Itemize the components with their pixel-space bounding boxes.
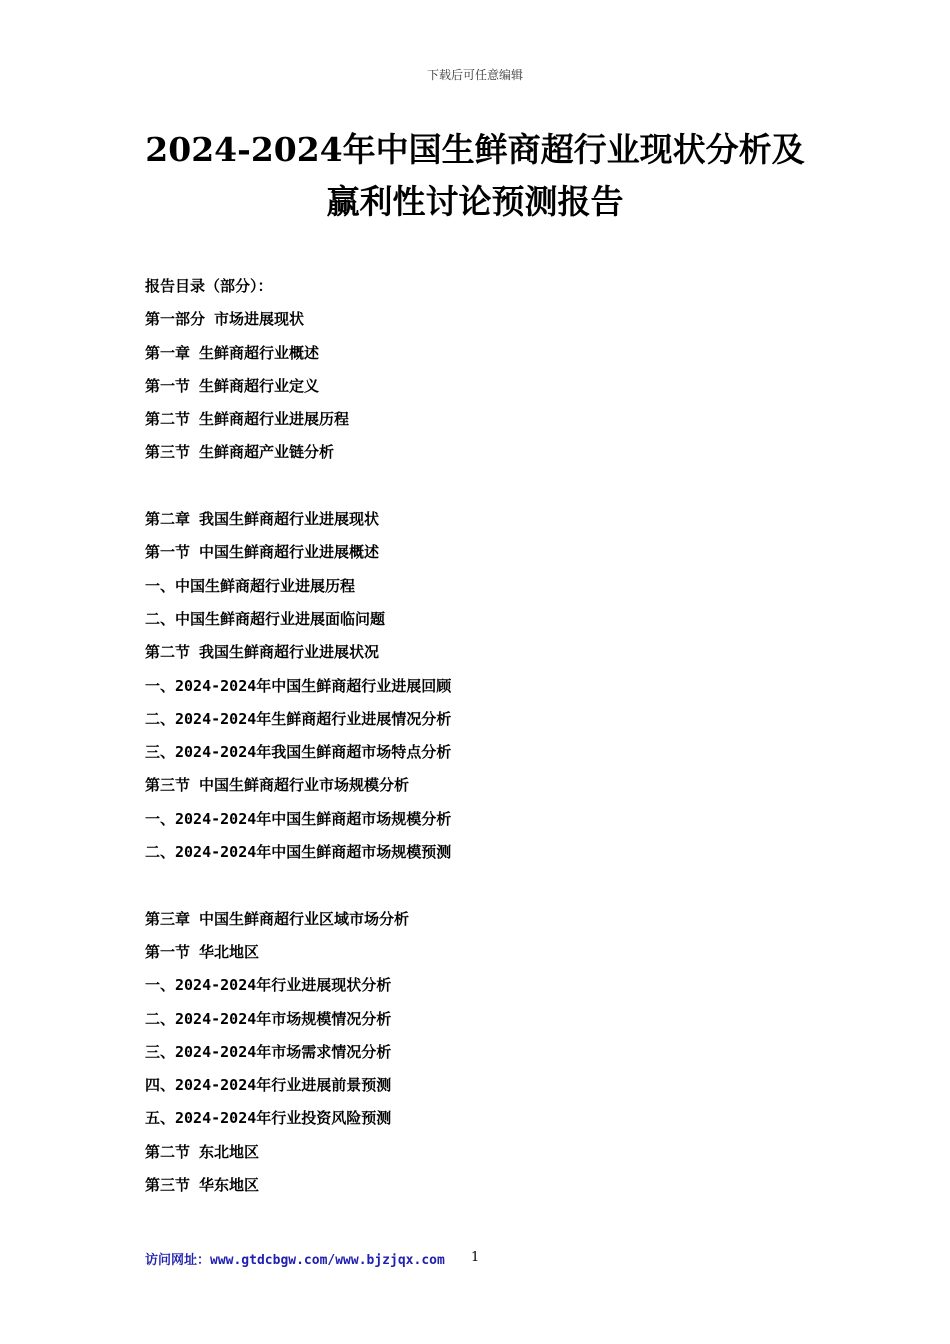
toc-entry: 第一节 中国生鲜商超行业进展概述 <box>145 543 380 562</box>
toc-spacer <box>145 871 825 904</box>
toc-entry: 第二节 我国生鲜商超行业进展状况 <box>145 643 380 662</box>
title-line-1: 2024-2024年中国生鲜商超行业现状分析及 <box>145 130 805 169</box>
toc-entry: 一、2024-2024年行业进展现状分析 <box>145 976 392 995</box>
toc-entry: 一、2024-2024年中国生鲜商超行业进展回顾 <box>145 676 452 695</box>
toc-entry: 二、2024-2024年生鲜商超行业进展情况分析 <box>145 709 452 728</box>
toc-entry: 第一部分 市场进展现状 <box>145 310 305 329</box>
toc-entry: 第二章 我国生鲜商超行业进展现状 <box>145 510 380 529</box>
toc-entry: 第二节 东北地区 <box>145 1142 260 1161</box>
toc-entry: 第二节 生鲜商超行业进展历程 <box>145 410 350 429</box>
toc-entry: 第三节 中国生鲜商超行业市场规模分析 <box>145 776 410 795</box>
toc-entry: 第三章 中国生鲜商超行业区域市场分析 <box>145 909 410 928</box>
document-title <box>100 124 850 228</box>
toc-entry: 三、2024-2024年市场需求情况分析 <box>145 1042 392 1061</box>
toc-entry: 一、中国生鲜商超行业进展历程 <box>145 576 356 595</box>
toc-spacer <box>145 472 825 505</box>
toc-entry: 一、2024-2024年中国生鲜商超市场规模分析 <box>145 809 452 828</box>
toc-entry: 四、2024-2024年行业进展前景预测 <box>145 1076 392 1095</box>
toc-entry: 第三节 生鲜商超产业链分析 <box>145 443 335 462</box>
toc-entry: 第三节 华东地区 <box>145 1176 260 1195</box>
toc-entry: 三、2024-2024年我国生鲜商超市场特点分析 <box>145 743 452 762</box>
footer-website[interactable]: 访问网址：www.gtdcbgw.com/www.bjzjqx.com <box>145 1253 445 1268</box>
table-of-contents <box>145 272 825 1204</box>
header-note: 下载后可任意编辑 <box>426 68 523 82</box>
toc-entry: 第一节 华北地区 <box>145 942 260 961</box>
toc-entry: 二、中国生鲜商超行业进展面临问题 <box>145 609 386 628</box>
toc-entry: 二、2024-2024年中国生鲜商超市场规模预测 <box>145 843 452 862</box>
toc-entry: 第一章 生鲜商超行业概述 <box>145 343 320 362</box>
toc-entry: 第一节 生鲜商超行业定义 <box>145 376 320 395</box>
page-number: 1 <box>471 1250 480 1265</box>
toc-entry: 五、2024-2024年行业投资风险预测 <box>145 1109 392 1128</box>
toc-entry: 二、2024-2024年市场规模情况分析 <box>145 1009 392 1028</box>
title-line-2: 赢利性讨论预测报告 <box>326 182 624 221</box>
toc-entry: 报告目录（部分）： <box>145 277 273 295</box>
